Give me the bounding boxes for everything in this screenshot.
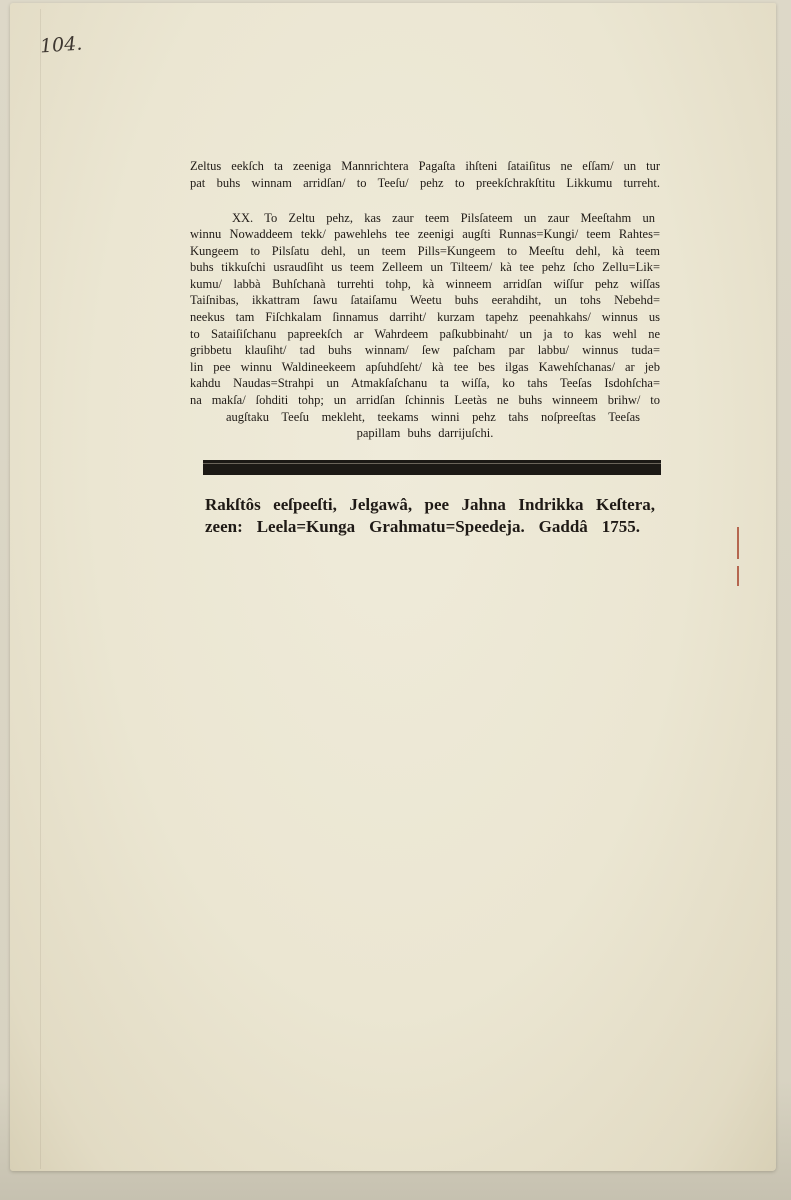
paragraph-continuation bbox=[190, 158, 660, 192]
paper-crease bbox=[40, 9, 41, 1169]
text-line: winnu Nowaddeem tekk/ pawehlehs tee zeenigi augſti Runnas=Kungi/ teem Rahtes= bbox=[190, 227, 660, 242]
text-line: na makſa/ ſohditi tohp; un arridſan ſchinnis Leetàs ne buhs winneem brihw/ to bbox=[190, 393, 660, 408]
imprint-line: zeen: Leela=Kunga Grahmatu=Speedeja. Gaddâ 1755. bbox=[205, 517, 640, 536]
decorative-rule bbox=[203, 460, 661, 475]
text-line: lin pee winnu Waldineekeem apſuhdſeht/ kà tee bes ilgas Kawehſchanas/ ar jeb bbox=[190, 359, 660, 374]
text-line: neekus tam Fiſchkalam ſinnamus darriht/ kurzam tapehz peenahkahs/ winnus us bbox=[190, 310, 660, 325]
section-first-line: XX. To Zeltu pehz, kas zaur teem Pilsſateem un zaur Meeſtahm un bbox=[232, 210, 655, 225]
text-line: kahdu Naudas=Strahpi un Atmakſaſchanu ta wiſſa, ko tahs Teeſas Isdohſcha= bbox=[190, 376, 660, 391]
handwritten-page-number: 104. bbox=[39, 32, 84, 58]
printer-imprint bbox=[205, 494, 655, 538]
text-line: augſtaku Teeſu mekleht, teekams winni pehz tahs noſpreeſtas Teeſas bbox=[226, 409, 640, 424]
text-line: Kungeem to Pilsſatu dehl, un teem Pills=Kungeem to Meeſtu dehl, kà teem bbox=[190, 243, 660, 258]
imprint-line: Rakſtôs eeſpeeſti, Jelgawâ, pee Jahna Indrikka Keſtera, bbox=[205, 495, 655, 514]
text-line-final: papillam buhs darrijuſchi. bbox=[356, 426, 494, 441]
text-line: pat buhs winnam arridſan/ to Teeſu/ pehz to preekſchrakſtitu Likkumu turreht. bbox=[190, 176, 660, 190]
text-line: kumu/ labbà Buhſchanà turrehti tohp, kà winneem arridſan wiſſur pehz wiſſas bbox=[190, 276, 660, 291]
paragraph-section-xx bbox=[190, 210, 660, 442]
text-line: Zeltus eekſch ta zeeniga Mannrichtera Pagaſta ihſteni ſataiſitus ne eſſam/ un tur bbox=[190, 159, 660, 173]
text-line: gribbetu klauſiht/ tad buhs winnam/ ſew paſcham par labbu/ winnus tuda= bbox=[190, 343, 660, 358]
text-line: Taiſnibas, ikkattram ſawu ſataiſamu Weetu buhs eerahdiht, un tohs Nebehd= bbox=[190, 293, 660, 308]
text-line: buhs tikkuſchi usraudſiht us teem Zelleem un Tilteem/ kà tee pehz ſcho Zellu=Lik= bbox=[190, 260, 660, 275]
margin-mark bbox=[737, 566, 739, 586]
margin-mark bbox=[737, 527, 739, 559]
text-line: to Sataiſiſchanu papreekſch ar Wahrdeem paſkubbinaht/ un ja to kas wehl ne bbox=[190, 326, 660, 341]
